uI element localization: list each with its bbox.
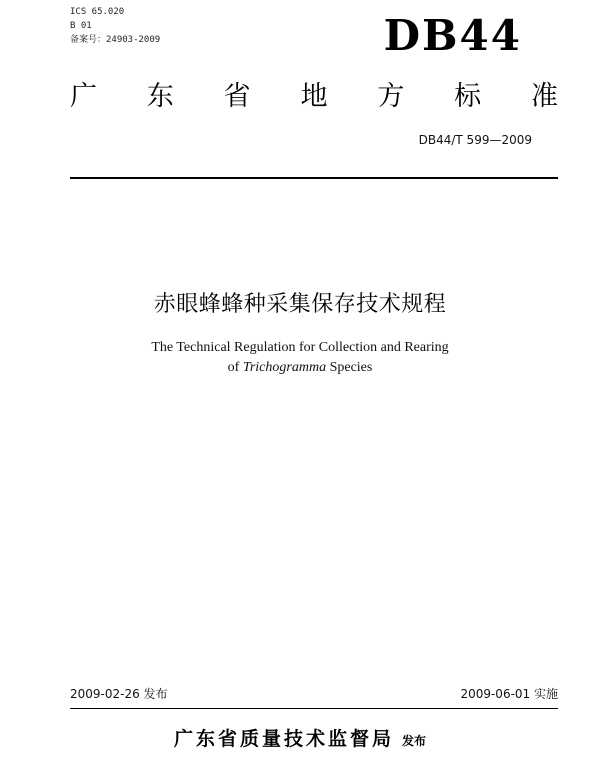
standard-type-char: 广 [70, 81, 97, 112]
issuer [0, 726, 600, 754]
issuer-suffix: 发布 [402, 734, 427, 748]
title-english-line2 [0, 358, 600, 378]
standard-type-char: 东 [146, 81, 174, 112]
title-english-suffix: Species [326, 360, 373, 375]
bottom-divider [70, 708, 558, 709]
title-english [0, 338, 600, 378]
title-english-prefix: of [227, 360, 243, 375]
title-english-line1: The Technical Regulation for Collection and Rearing [151, 340, 449, 355]
implementation-date: 2009-06-01 实施 [460, 687, 558, 701]
issue-date: 2009-02-26 发布 [70, 687, 168, 701]
top-divider [70, 177, 558, 179]
standard-type-char: 方 [377, 81, 405, 112]
standard-type-char: 准 [530, 81, 558, 112]
standard-number: DB44/T 599—2009 [418, 133, 532, 147]
classification-code: B 01 [70, 21, 92, 31]
issuer-name: 广东省质量技术监督局 [173, 728, 394, 750]
title-english-italic: Trichogramma [242, 360, 327, 375]
db-code-logo: DB44 [383, 11, 522, 60]
standard-type-char: 省 [223, 81, 251, 112]
title-chinese: 赤眼蜂蜂种采集保存技术规程 [153, 292, 447, 317]
ics-code: ICS 65.020 [70, 7, 125, 17]
standard-type-char: 地 [300, 81, 328, 112]
standard-type-heading [70, 80, 558, 114]
record-number: 备案号：24903-2009 [70, 35, 161, 45]
standard-type-char: 标 [454, 81, 482, 112]
